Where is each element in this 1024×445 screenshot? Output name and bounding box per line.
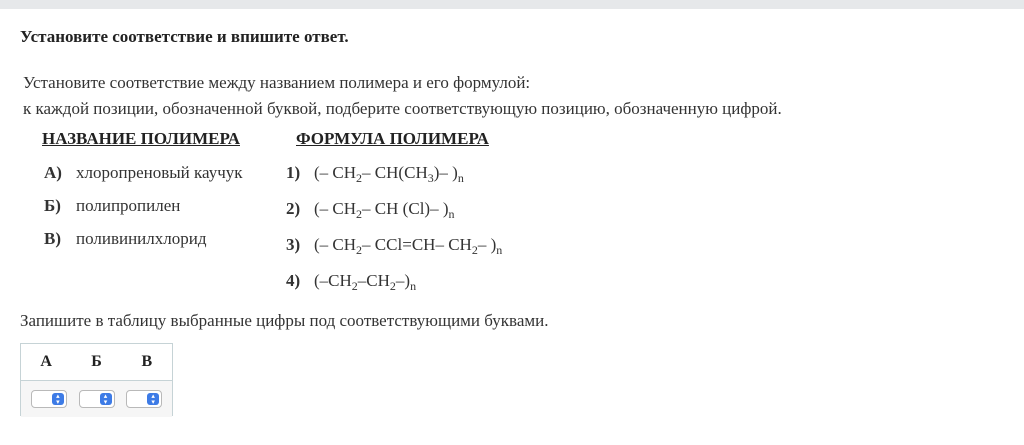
formula-text: (– $CH_2-$ CCl=CH– $CH_2-$ )$_n$ [314,235,503,257]
name-key: А) [44,163,62,182]
answer-table [20,343,173,416]
formula-text: (– $CH_2-$ $CH(CH_3)-$ )$_n$ [314,163,464,185]
answer-instruction: Запишите в таблицу выбранные цифры под соответствующими буквами. [20,311,549,330]
name-item-b [44,196,180,216]
intro-line-2: к каждой позиции, обозначенной буквой, подберите соответствующую позицию, обозначенную цифрой. [23,99,782,118]
formula-item-3 [286,235,502,255]
polymer-name-header: НАЗВАНИЕ ПОЛИМЕРА [42,129,240,148]
answer-table-header [21,344,172,381]
name-item-a [44,163,243,183]
task-heading: Установите соответствие и впишите ответ. [20,27,349,46]
answer-select-row [21,381,172,417]
formula-item-4 [286,271,416,291]
formula-item-1 [286,163,464,183]
name-key: Б) [44,196,61,215]
name-text: хлоропреновый каучук [76,163,243,182]
answer-header-b: Б [91,353,102,370]
chevron-updown-icon: ▴ ▾ [52,393,64,405]
answer-header-v: В [141,353,153,370]
answer-header-a: А [40,353,52,370]
answer-select-v[interactable] [126,390,162,408]
top-bar [0,0,1024,9]
formula-key: 2) [286,199,301,218]
answer-select-b[interactable] [79,390,115,408]
formula-key: 3) [286,235,301,254]
formula-text: $(-CH_2-CH_2-)_n$ [314,271,417,293]
formula-key: 4) [286,271,301,290]
name-text: поливинилхлорид [76,229,207,248]
task-intro [23,70,782,122]
formula-item-2 [286,199,455,219]
name-key: В) [44,229,61,248]
polymer-formula-header: ФОРМУЛА ПОЛИМЕРА [296,129,489,148]
name-text: полипропилен [76,196,181,215]
chevron-updown-icon: ▴ ▾ [147,393,159,405]
formula-text: (– $CH_2-$ CH (Cl)– )$_n$ [314,199,455,221]
formula-key: 1) [286,163,301,182]
answer-select-a[interactable] [31,390,67,408]
chevron-updown-icon: ▴ ▾ [100,393,112,405]
name-item-v [44,229,207,249]
intro-line-1: Установите соответствие между названием полимера и его формулой: [23,73,531,92]
